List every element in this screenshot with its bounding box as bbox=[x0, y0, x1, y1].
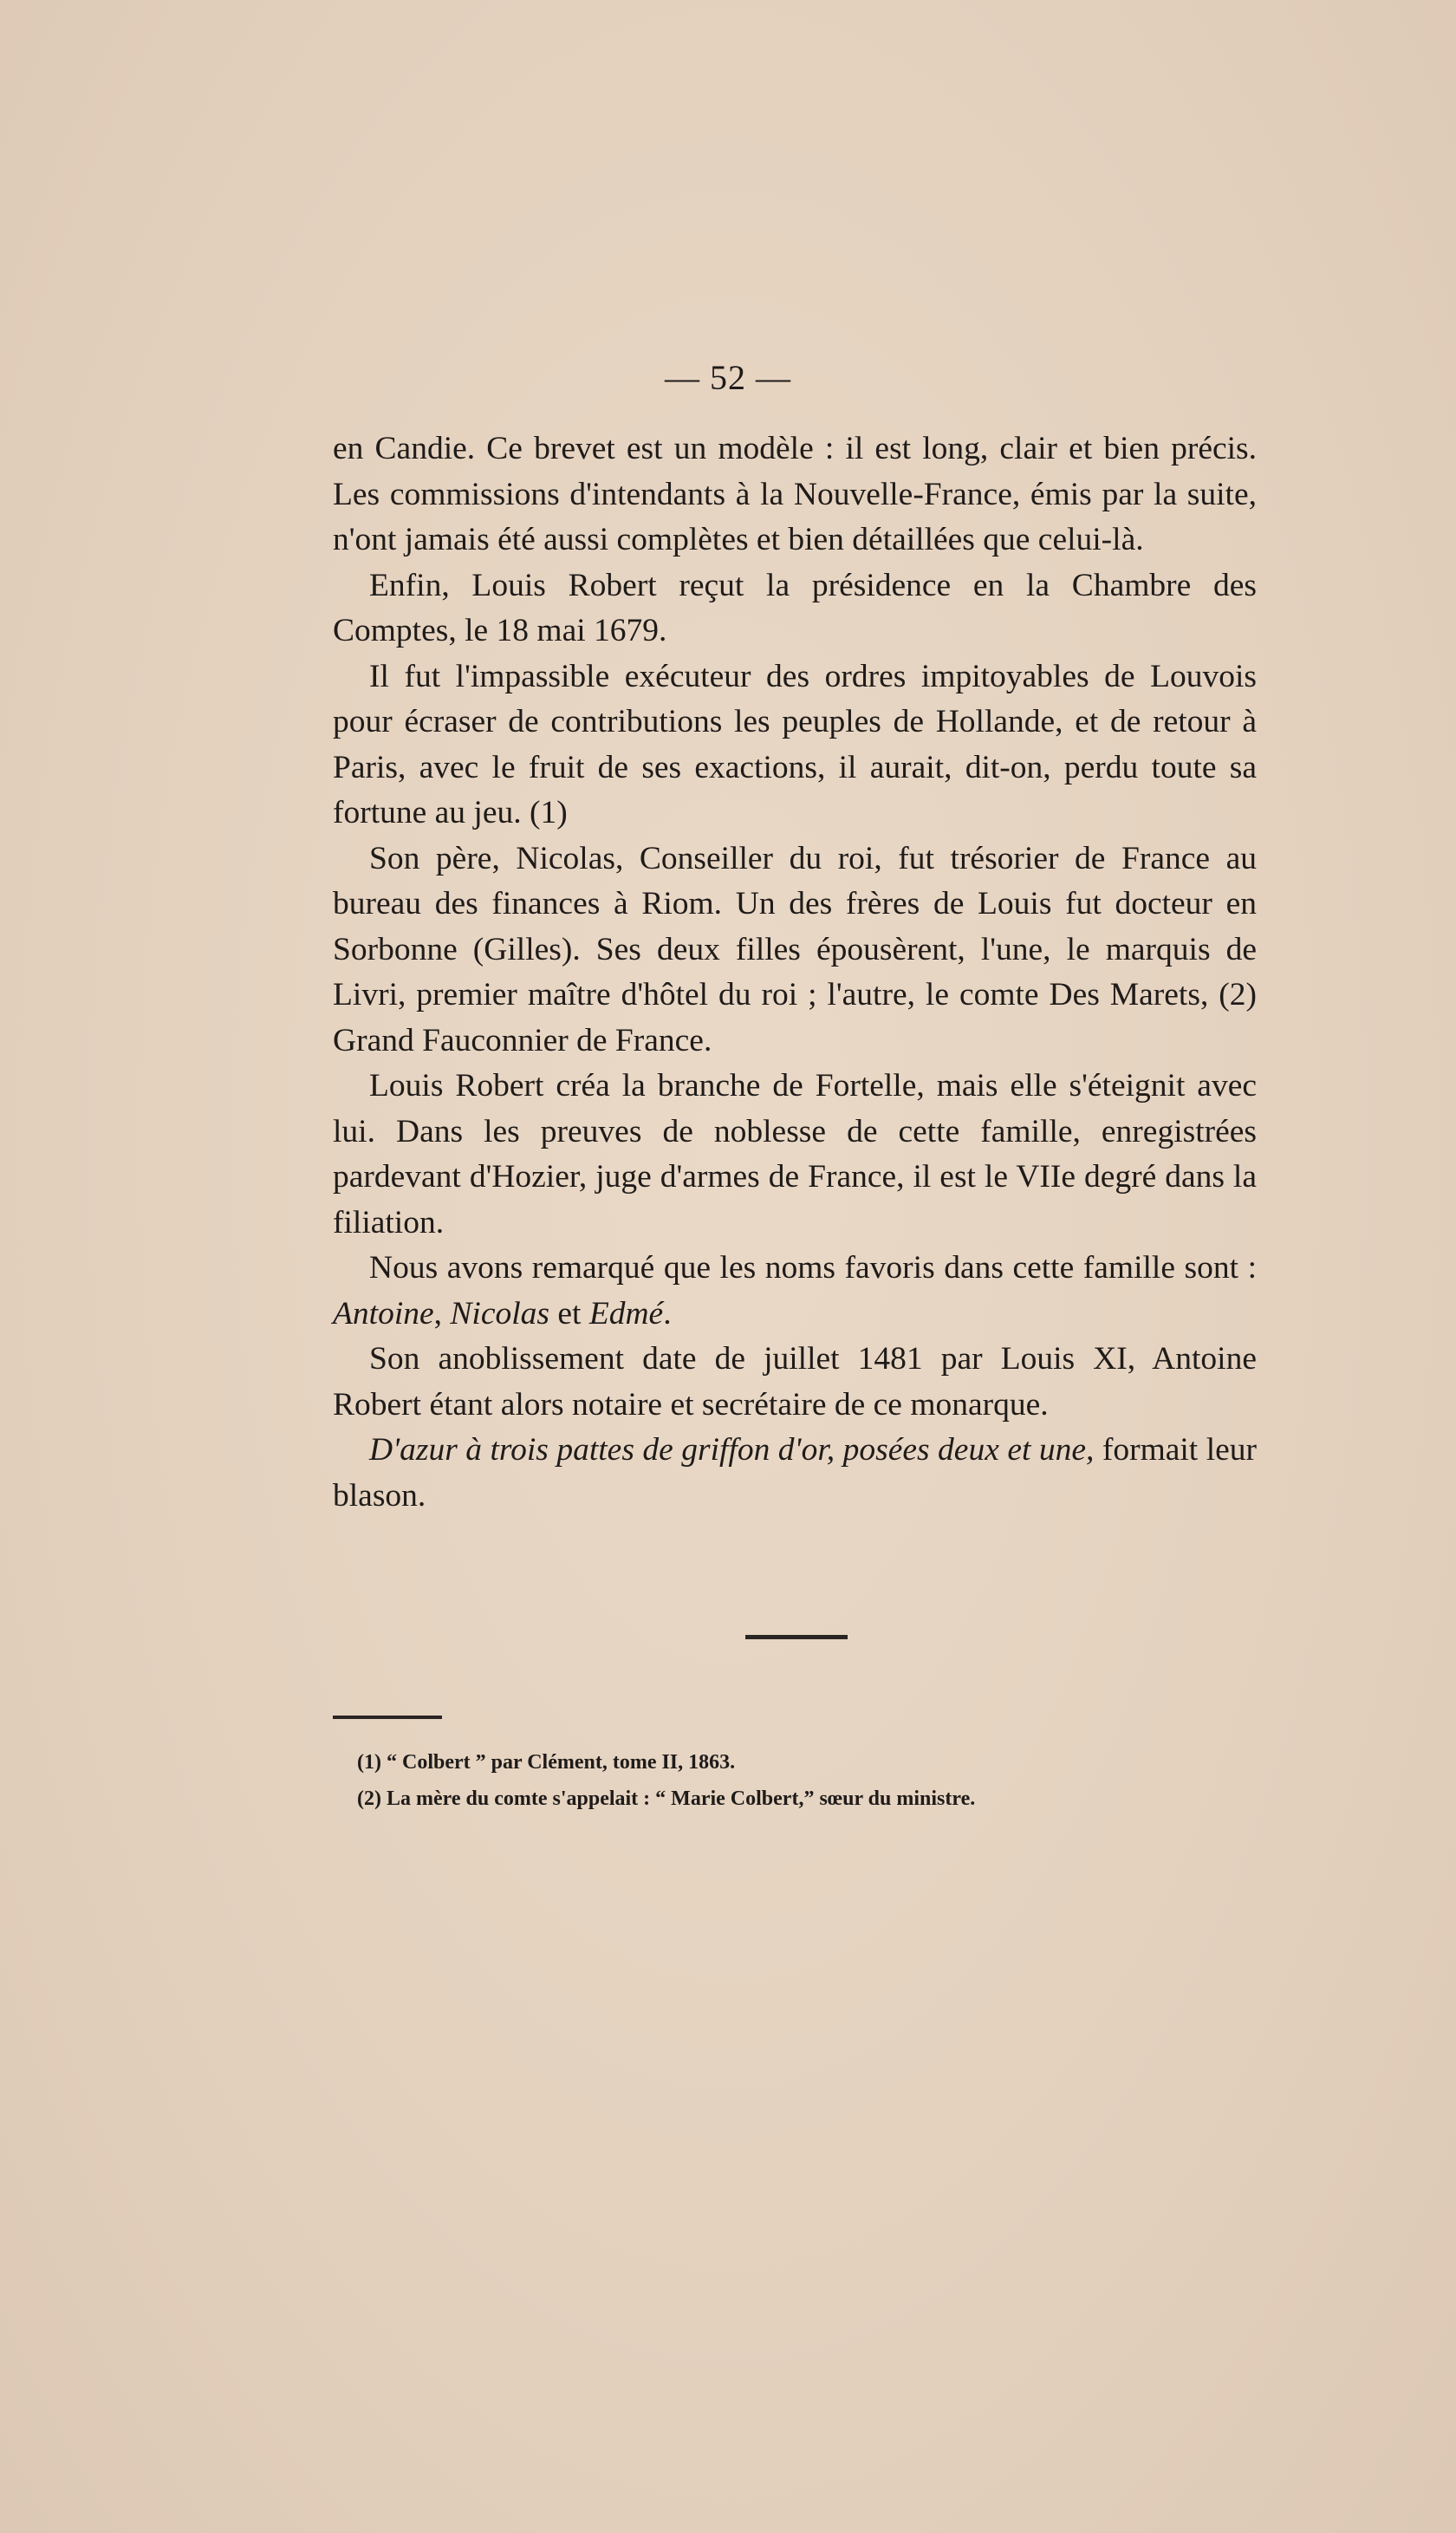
page-number: — 52 — bbox=[665, 358, 791, 397]
name-antoine: Antoine bbox=[333, 1295, 434, 1332]
name-edme: Edmé bbox=[588, 1295, 664, 1332]
paragraph-family: Son père, Nicolas, Conseiller du roi, fut trésorier de France au bureau des finances à Riom. Un des frères de Louis fut docteur en Sorbonne (Gilles). Ses deux filles épousèrent, l'une, le marquis de Livri, premier maître d'hôtel du roi ; l'autre, le comte Des Marets, (2) Grand Fauconnier de France. bbox=[333, 840, 1257, 1058]
blason-rest: formait leur blason. bbox=[333, 1432, 1257, 1514]
section-divider bbox=[745, 1635, 848, 1639]
paragraph-fortelle: Louis Robert créa la branche de Fortelle, mais elle s'éteignit avec lui. Dans les preuves de noblesse de cette famille, enregistrées pardevant d'Hozier, juge d'armes de France, il est le VIIe degré dans la filiation. bbox=[333, 1068, 1257, 1240]
name-nicolas: Nicolas bbox=[450, 1295, 549, 1332]
names-sep-2: et bbox=[549, 1295, 589, 1332]
footnote-rule bbox=[333, 1716, 442, 1719]
paragraph-presidence: Enfin, Louis Robert reçut la présidence en la Chambre des Comptes, le 18 mai 1679. bbox=[333, 567, 1257, 648]
names-end: . bbox=[663, 1295, 672, 1332]
footnotes bbox=[357, 1744, 1267, 1817]
paragraph-anoblissement: Son anoblissement date de juillet 1481 par Louis XI, Antoine Robert étant alors notaire et secrétaire de ce monarque. bbox=[333, 1341, 1257, 1423]
names-lead: Nous avons remarqué que les noms favoris dans cette famille sont : bbox=[369, 1250, 1257, 1286]
footnote-1: (1) “ Colbert ” par Clément, tome II, 1863. bbox=[357, 1751, 736, 1774]
names-sep-1: , bbox=[433, 1295, 451, 1332]
paragraph-candie: en Candie. Ce brevet est un modèle : il est long, clair et bien précis. Les commissions d'intendants à la Nouvelle-France, émis par la suite, n'ont jamais été aussi complètes et bien détaillées que celui-là. bbox=[333, 431, 1257, 557]
footnote-2: (2) La mère du comte s'appelait : “ Marie Colbert,” sœur du ministre. bbox=[357, 1787, 976, 1810]
paragraph-louvois: Il fut l'impassible exécuteur des ordres impitoyables de Louvois pour écraser de contributions les peuples de Hollande, et de retour à Paris, avec le fruit de ses exactions, il aurait, dit-on, perdu toute sa fortune au jeu. (1) bbox=[333, 658, 1257, 830]
body-text bbox=[333, 427, 1257, 1519]
paragraph-blason bbox=[333, 1428, 1257, 1519]
blason-italic: D'azur à trois pattes de griffon d'or, posées deux et une, bbox=[369, 1432, 1095, 1468]
paragraph-names bbox=[333, 1246, 1257, 1337]
